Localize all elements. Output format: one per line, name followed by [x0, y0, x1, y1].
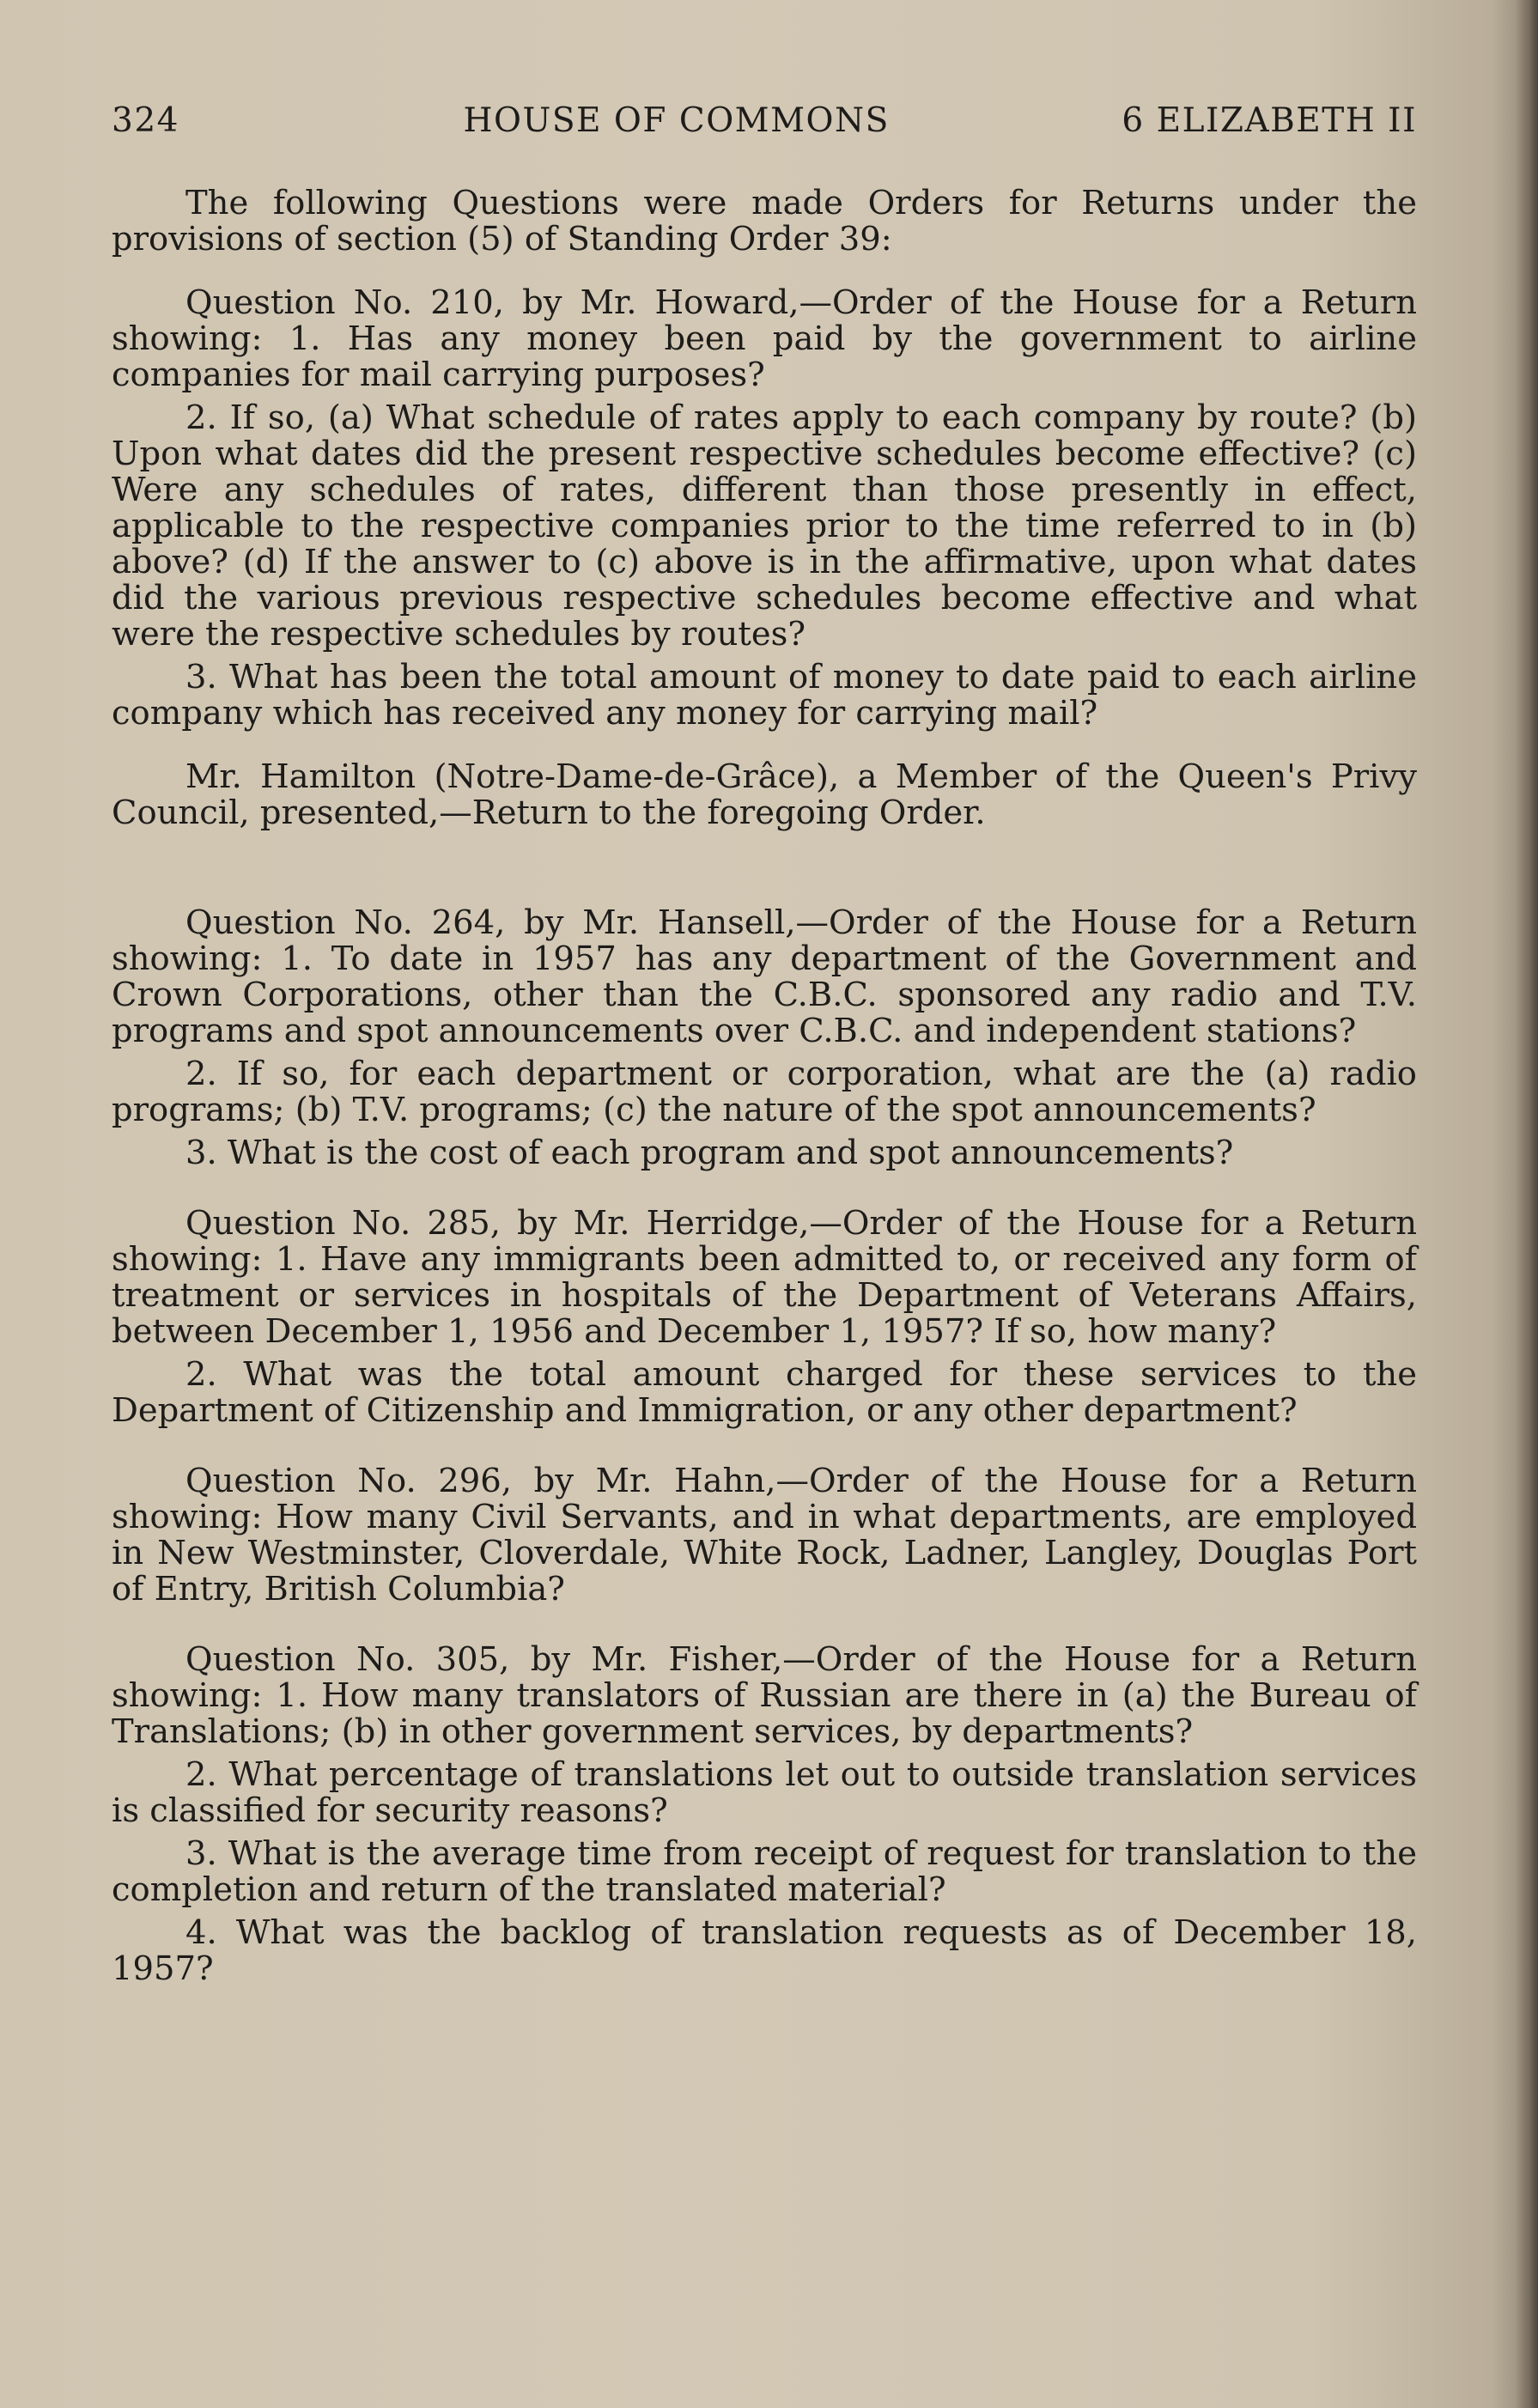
return-paragraph: Mr. Hamilton (Notre-Dame-de-Grâce), a Member of the Queen's Privy Council, presented,—Return to the foregoing Order. [112, 757, 1417, 832]
page-edge-shadow [1516, 0, 1538, 2408]
question-285 [112, 1206, 1417, 1429]
question-paragraph: Question No. 285, by Mr. Herridge,—Order of the House for a Return showing: 1. Have any immigrants been admitted to, or received any form of treatment or services in hospitals of the Department of Veterans Affairs, between December 1, 1956 and December 1, 1957? If so, how many? [112, 1204, 1417, 1351]
page-header [112, 103, 1417, 139]
question-paragraph: 4. What was the backlog of translation requests as of December 18, 1957? [112, 1913, 1417, 1988]
question-305 [112, 1642, 1417, 1987]
question-paragraph: Question No. 210, by Mr. Howard,—Order of the House for a Return showing: 1. Has any money been paid by the government to airline companies for mail carrying purposes? [112, 283, 1417, 394]
question-paragraph: 3. What has been the total amount of money to date paid to each airline company which has received any money for carrying mail? [112, 658, 1417, 733]
regnal-year: 6 ELIZABETH II [1122, 101, 1417, 140]
intro-paragraph: The following Questions were made Orders for Returns under the provisions of section (5) of Standing Order 39: [112, 184, 1417, 258]
page-number: 324 [112, 101, 179, 140]
question-296 [112, 1463, 1417, 1608]
page-content [112, 103, 1417, 2015]
question-paragraph: 3. What is the average time from receipt of request for translation to the completion and return of the translated material? [112, 1834, 1417, 1909]
question-210 [112, 285, 1417, 732]
question-paragraph: Question No. 296, by Mr. Hahn,—Order of the House for a Return showing: How many Civil Servants, and in what departments, are employed in New Westminster, Cloverdale, White Rock, Ladner, Langley, Douglas Port of Entry, British Columbia? [112, 1462, 1417, 1608]
question-264 [112, 905, 1417, 1171]
page-title: HOUSE OF COMMONS [463, 101, 890, 140]
question-paragraph: Question No. 264, by Mr. Hansell,—Order of the House for a Return showing: 1. To date in 1957 has any department of the Government and Crown Corporations, other than the C.B.C. sponsored any radio and T.V. programs and spot announcements over C.B.C. and independent stations? [112, 903, 1417, 1050]
return-presented [112, 759, 1417, 831]
question-paragraph: 2. What percentage of translations let out to outside translation services is classified for security reasons? [112, 1755, 1417, 1830]
question-paragraph: 3. What is the cost of each program and spot announcements? [185, 1134, 1234, 1172]
question-paragraph: 2. If so, for each department or corporation, what are the (a) radio programs; (b) T.V. programs; (c) the nature of the spot announcements? [112, 1055, 1417, 1129]
question-paragraph: 2. What was the total amount charged for these services to the Department of Citizenship and Immigration, or any other department? [112, 1355, 1417, 1430]
question-paragraph: 2. If so, (a) What schedule of rates apply to each company by route? (b) Upon what dates did the present respective schedules become effective? (c) Were any schedules of rates, different than those presently in effect, applicable to the respective companies prior to the time referred to in (b) above? (d) If the answer to (c) above is in the affirmative, upon what dates did the various previous respective schedules become effective and what were the respective schedules by routes? [112, 398, 1417, 654]
question-paragraph: Question No. 305, by Mr. Fisher,—Order of the House for a Return showing: 1. How many translators of Russian are there in (a) the Bureau of Translations; (b) in other government services, by departments? [112, 1640, 1417, 1751]
